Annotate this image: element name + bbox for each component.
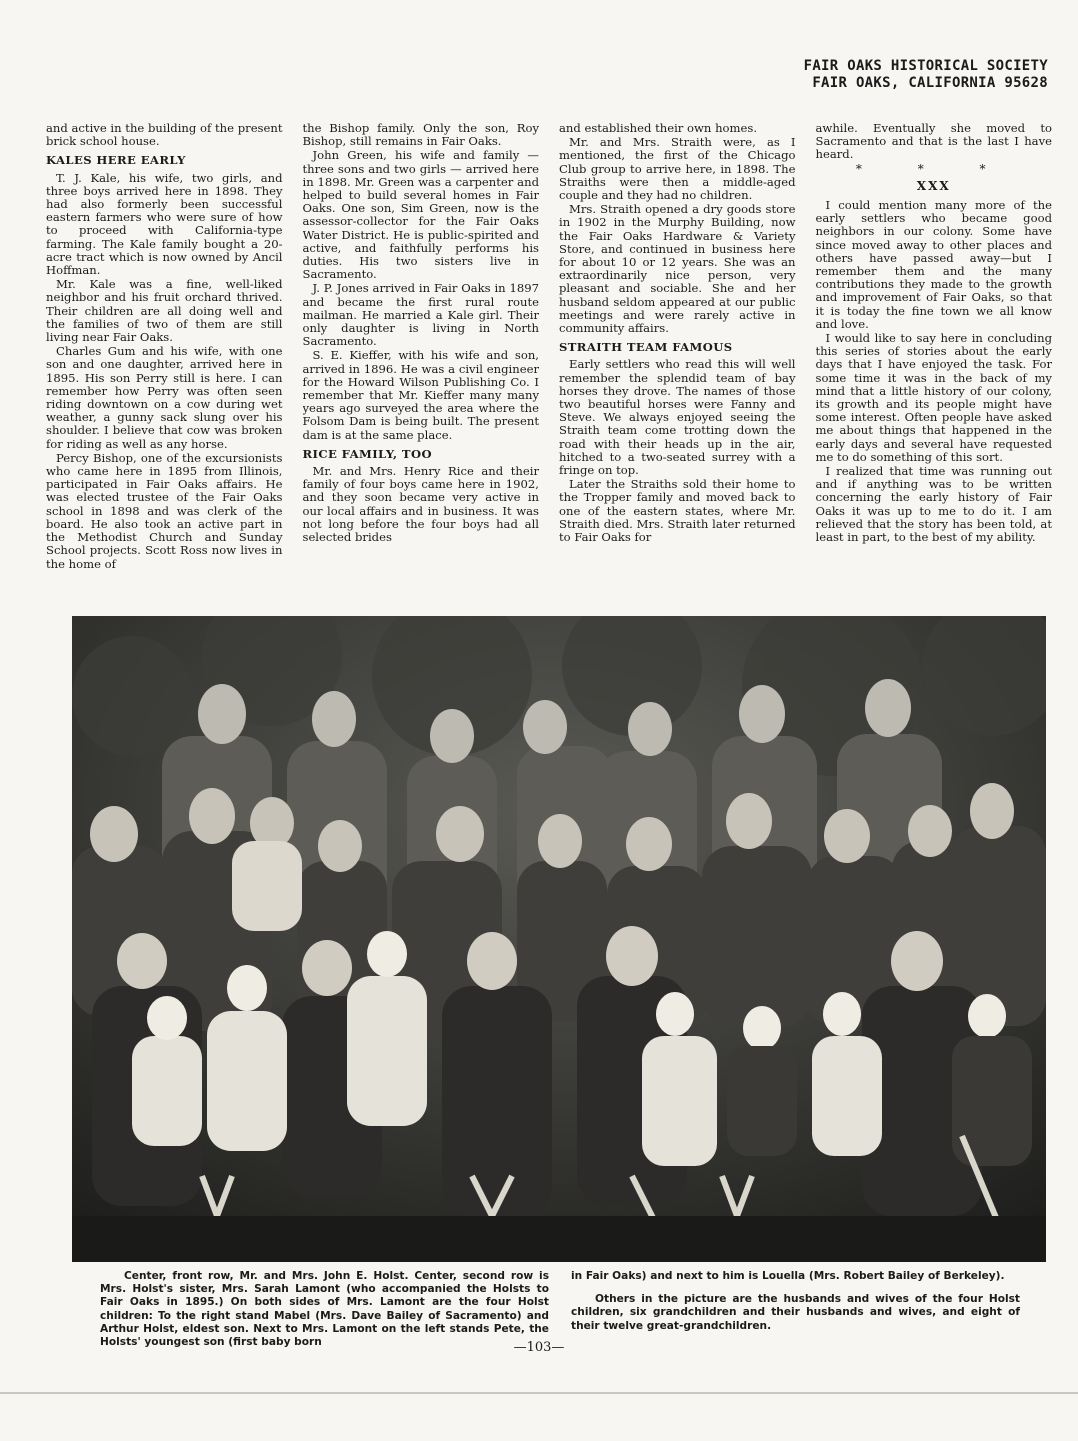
subheading-straith: STRAITH TEAM FAMOUS	[559, 340, 733, 355]
paragraph: Mr. and Mrs. Straith were, as I mentioned, the first of the Chicago Club group to arrive here, in 1898. The Straiths were then a middle-aged couple and they had no children.	[559, 135, 796, 203]
paragraph: the Bishop family. Only the son, Roy Bishop, still remains in Fair Oaks.	[302, 122, 539, 149]
paragraph: I realized that time was running out and if anything was to be written concerning the early history of Fair Oaks it was up to me to do it. I am relieved that the story has been told, at least in part, to the best of my ability.	[815, 464, 1052, 545]
caption-left	[100, 1270, 549, 1349]
photo-caption	[100, 1270, 1020, 1349]
page-number: —103—	[513, 1340, 565, 1355]
bottom-rule	[0, 1392, 1078, 1394]
paragraph: I could mention many more of the early settlers who became good neighbors in our colony. Some have since moved away to other places and others have passed away—but I remember them and the many contributions they made to the growth and improvement of Fair Oaks, so that it is today the fine town we all know and love.	[815, 198, 1052, 331]
article-columns	[46, 122, 1052, 614]
paragraph: Mr. and Mrs. Henry Rice and their family of four boys came here in 1902, and they soon became very active in our local affairs and in business. It was not long before the four boys had all selected brides	[302, 464, 539, 545]
paragraph: Charles Gum and his wife, with one son and one daughter, arrived here in 1895. His son Perry still is here. I can remember how Perry was often seen riding downtown on a cow during wet weather, a gunny sack slung over his shoulder. I believe that cow was broken for riding as well as any horse.	[46, 344, 283, 451]
historical-society-stamp	[804, 58, 1048, 92]
caption-paragraph: Others in the picture are the husbands and wives of the four Holst children, six grandchildren and their husbands and wives, and eight of their twelve great-grandchildren.	[571, 1293, 1020, 1332]
subheading-rice: RICE FAMILY, TOO	[302, 446, 432, 461]
photo-illustration-icon	[72, 616, 1046, 1262]
subheading-kales: KALES HERE EARLY	[46, 153, 186, 168]
stamp-line-2: FAIR OAKS, CALIFORNIA 95628	[812, 75, 1048, 91]
paragraph: S. E. Kieffer, with his wife and son, arrived in 1896. He was a civil engineer for the Howard Wilson Publishing Co. I remember that Mr. Kieffer many many years ago surveyed the area where the Folsom Dam is being built. The present dam is at the same place.	[302, 348, 539, 442]
paragraph: Later the Straiths sold their home to the Tropper family and moved back to one of the eastern states, where Mr. Straith died. Mrs. Straith later returned to Fair Oaks for	[559, 477, 796, 545]
stamp-line-1: FAIR OAKS HISTORICAL SOCIETY	[803, 58, 1048, 74]
caption-right	[571, 1270, 1020, 1349]
paragraph: T. J. Kale, his wife, two girls, and three boys arrived here in 1898. They had also formerly been successful eastern farmers who were sure of how to proceed with California-type farming. The Kale family bought a 20-acre tract which is now owned by Ancil Hoffman.	[46, 170, 283, 278]
column-4	[816, 122, 1053, 614]
paragraph: I would like to say here in concluding this series of stories about the early days that I have enjoyed the task. For some time it was in the back of my mind that a little history of our colony, its growth and its people might have some interest. Often people have asked me about things that happened in the early days and several have requested me to do something of this sort.	[815, 331, 1052, 464]
column-1	[46, 122, 283, 614]
caption-paragraph: Center, front row, Mr. and Mrs. John E. Holst. Center, second row is Mrs. Holst's sister, Mrs. Sarah Lamont (who accompanied the Holsts to Fair Oaks in 1895.) On both sides of Mrs. Lamont are the four Holst children: To the right stand Mabel (Mrs. Dave Bailey of Sacramento) and Arthur Holst, eldest son. Next to Mrs. Lamont on the left stands Pete, the Holsts' youngest son (first baby born	[100, 1270, 549, 1349]
paragraph: Mr. Kale was a fine, well-liked neighbor and his fruit orchard thrived. Their children are all doing well and the families of two of them are still living near Fair Oaks.	[46, 277, 283, 345]
column-3	[559, 122, 796, 614]
paragraph: and active in the building of the present brick school house.	[46, 122, 283, 149]
section-break-stars: * * *	[855, 161, 1012, 176]
paragraph: Percy Bishop, one of the excursionists who came here in 1895 from Illinois, participated in Fair Oaks affairs. He was elected trustee of the Fair Oaks school in 1898 and was clerk of the board. He also took an active part in the Methodist Church and Sunday School projects. Scott Ross now lives in the home of	[46, 450, 283, 571]
section-break-xxx: XXX	[916, 178, 951, 193]
column-2	[303, 122, 540, 614]
paragraph: John Green, his wife and family — three sons and two girls — arrived here in 1898. Mr. Green was a carpenter and helped to build several homes in Fair Oaks. One son, Sim Green, now is the assessor-collector for the Fair Oaks Water District. He is public-spirited and active, and faithfully performs his duties. His two sisters live in Sacramento.	[302, 148, 539, 282]
paragraph: and established their own homes.	[559, 122, 758, 135]
family-group-photo	[72, 616, 1046, 1262]
paragraph: awhile. Eventually she moved to Sacramento and that is the last I have heard.	[815, 122, 1052, 162]
paragraph: Mrs. Straith opened a dry goods store in 1902 in the Murphy Building, now the Fair Oaks Hardware & Variety Store, and continued in business here for about 10 or 12 years. She was an extraordinarily nice person, very pleasant and sociable. She and her husband seldom appeared at our public meetings and were rarely active in community affairs.	[559, 202, 796, 336]
paragraph: J. P. Jones arrived in Fair Oaks in 1897 and became the first rural route mailman. He married a Kale girl. Their only daughter is living in North Sacramento.	[302, 281, 539, 349]
paragraph: Early settlers who read this will well remember the splendid team of bay horses they drove. The names of those two beautiful horses were Fanny and Steve. We always enjoyed seeing the Straith team come trotting down the road with their heads up in the air, hitched to a two-seated surrey with a fringe on top.	[559, 357, 796, 478]
caption-paragraph: in Fair Oaks) and next to him is Louella (Mrs. Robert Bailey of Berkeley).	[571, 1270, 1005, 1282]
